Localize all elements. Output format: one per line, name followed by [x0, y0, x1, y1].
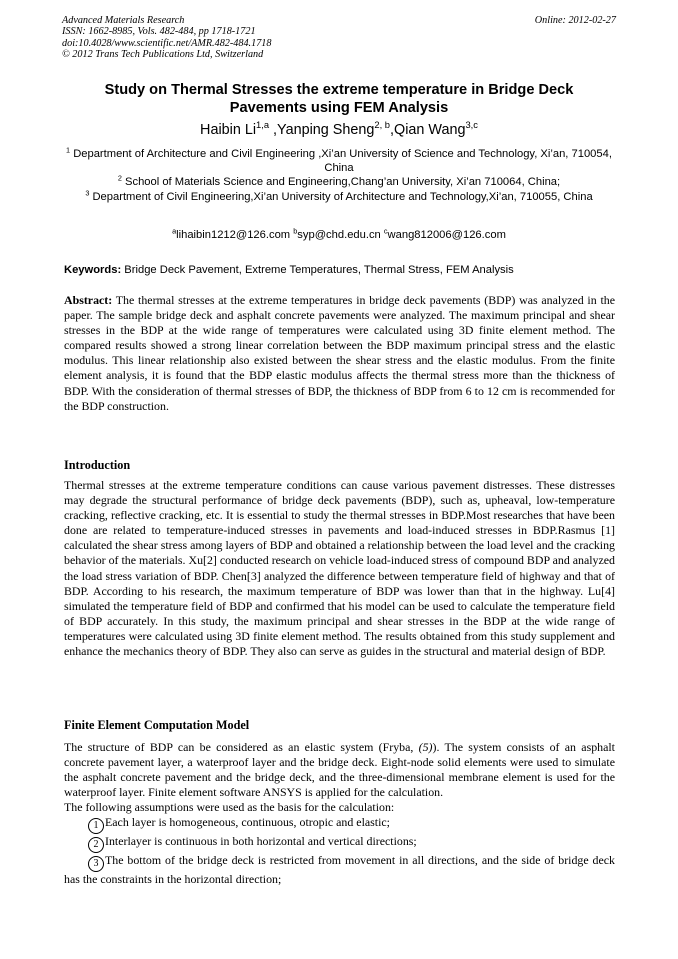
author-name: Haibin Li [200, 122, 257, 138]
issn-line: ISSN: 1662-8985, Vols. 482-484, pp 1718-1721 [62, 26, 256, 38]
fem-section [64, 740, 615, 888]
section-heading-introduction: Introduction [64, 458, 131, 472]
email-address: syp@chd.edu.cn [297, 229, 381, 241]
fem-text: The structure of BDP can be considered as an elastic system (Fryba, [64, 740, 419, 754]
fem-paragraph-2: The following assumptions were used as the basis for the calculation: [64, 800, 395, 815]
fem-reference: (5) [418, 740, 433, 754]
abstract [64, 293, 615, 414]
affiliation-text: School of Materials Science and Engineering,Chang’an University, Xi’an 710064, China; [125, 176, 561, 189]
email-address: lihaibin1212@126.com [176, 229, 291, 241]
email-sup: a [172, 226, 177, 236]
affiliation-sup: 1 [66, 145, 71, 155]
author-sep: , [269, 122, 278, 138]
circled-number: 2 [88, 837, 104, 853]
author-sup: 1,a [256, 120, 270, 131]
keywords-text: Bridge Deck Pavement, Extreme Temperatures, Thermal Stress, FEM Analysis [121, 264, 514, 276]
copyright-line: © 2012 Trans Tech Publications Ltd, Switzerland [62, 48, 264, 60]
introduction-paragraph: Thermal stresses at the extreme temperature conditions can cause various pavement distresses. These distresses may degrade the structural performance of bridge deck pavements (BDP), such as, upheaval, low-temperature cracking, reflective cracking, etc. It is essential to study the thermal stresses in BDP.Most researches that have been done are related to temperature-induced stresses in pavements and load-induced stresses in BDP.Rasmus [1] calculated the shear stress among layers of BDP and obtained a relationship between the load level and the cracking behavior of the materials. Xu[2] conducted research on vehicle load-induced stress of compound BDP and analyzed the load stress variation of BDP. Chen[3] analyzed the difference between temperature field of highway and that of BDP. According to his research, the maximum temperature of BDP was lower than that in the highway. Lu[4] simulated the temperature field of BDP and confirmed that his model can be used to calculate the temperature field of BDP accurately. In this study, the maximum principal and shear stresses in the BDP at the wide range of temperatures were calculated using 3D finite element method. The results obtained from this study supplement and enhance the mechanics theory of BDP. They also can serve as guides in the structural and material design of BDP. [64, 478, 615, 659]
affiliation [62, 175, 616, 189]
doi-line: doi:10.4028/www.scientific.net/AMR.482-484.1718 [62, 37, 272, 49]
author-sup: 2, b [374, 120, 390, 131]
affiliations [62, 147, 616, 204]
journal-header [62, 15, 271, 60]
affiliation [62, 187, 616, 204]
affiliation-sup: 2 [117, 173, 122, 183]
assumption-text: The bottom of the bridge deck is restricted from movement in all directions, and the side of bridge deck has the constraints in the horizontal direction; [64, 853, 615, 887]
email-address: wang812006@126.com [387, 229, 506, 241]
author-sep: , [390, 122, 394, 138]
keywords-label: Keywords: [64, 264, 122, 276]
online-date: Online: 2012-02-27 [534, 15, 616, 26]
title-line-1: Study on Thermal Stresses the extreme temperature in Bridge Deck [104, 82, 574, 98]
keywords [64, 263, 616, 277]
section-heading-fem: Finite Element Computation Model [64, 718, 250, 732]
assumption-item [64, 853, 615, 887]
fem-paragraph-1 [64, 740, 615, 800]
affiliation-text: Department of Architecture and Civil Engineering ,Xi’an University of Science and Technology, Xi’an, 710054, China [73, 148, 612, 175]
author-name: Yanping Sheng [277, 122, 375, 138]
abstract-paragraph [64, 293, 615, 414]
journal-name: Advanced Materials Research [62, 15, 185, 26]
assumption-text: Interlayer is continuous in both horizontal and vertical directions; [105, 834, 417, 849]
assumption-text: Each layer is homogeneous, continuous, otropic and elastic; [105, 815, 390, 830]
assumption-item [64, 815, 615, 834]
email-list [62, 228, 616, 242]
author-sup: 3,c [465, 120, 478, 131]
circled-number: 1 [88, 818, 104, 834]
circled-number: 3 [88, 856, 104, 872]
assumption-item [64, 834, 615, 853]
title-line-2: Pavements using FEM Analysis [229, 100, 449, 116]
email-sup: b [293, 226, 298, 236]
author-list [62, 121, 616, 139]
introduction-section [64, 478, 615, 659]
paper-title [70, 81, 608, 117]
email-sup: c [383, 226, 388, 236]
affiliation-text: Department of Civil Engineering,Xi’an University of Architecture and Technology,Xi’an, 710055, China [92, 190, 593, 203]
affiliation [62, 147, 616, 175]
author-name: Qian Wang [394, 122, 466, 138]
abstract-text: The thermal stresses at the extreme temperatures in bridge deck pavements (BDP) was analyzed in the paper. The sample bridge deck and asphalt concrete pavements were analyzed. The maximum principal and shear stresses in the BDP at the wide range of temperatures were calculated using 3D finite element method. The compared results showed a strong linear correlation between the BDP maximum principal stress and the elastic modulus. This linear relationship also existed between the shear stress and the elastic modulus. From the finite element analysis, it is found that the BDP elastic modulus affects the thermal stress more than the thickness of BDP. With the consideration of thermal stresses of BDP, the thickness of BDP from 6 to 12 cm is recommended for the BDP construction. [64, 293, 615, 413]
affiliation-sup: 3 [85, 187, 90, 197]
fem-text: ). The system consists of an asphalt concrete pavement layer, a waterproof layer and the bridge deck. Eight-node solid elements were used to simulate the asphalt concrete pavement and the bridge deck, and the three-dimensional membrane element is used for the waterproof layer. Finite element software ANSYS is applied for the calculation. [64, 740, 615, 800]
abstract-label: Abstract: [64, 293, 113, 307]
